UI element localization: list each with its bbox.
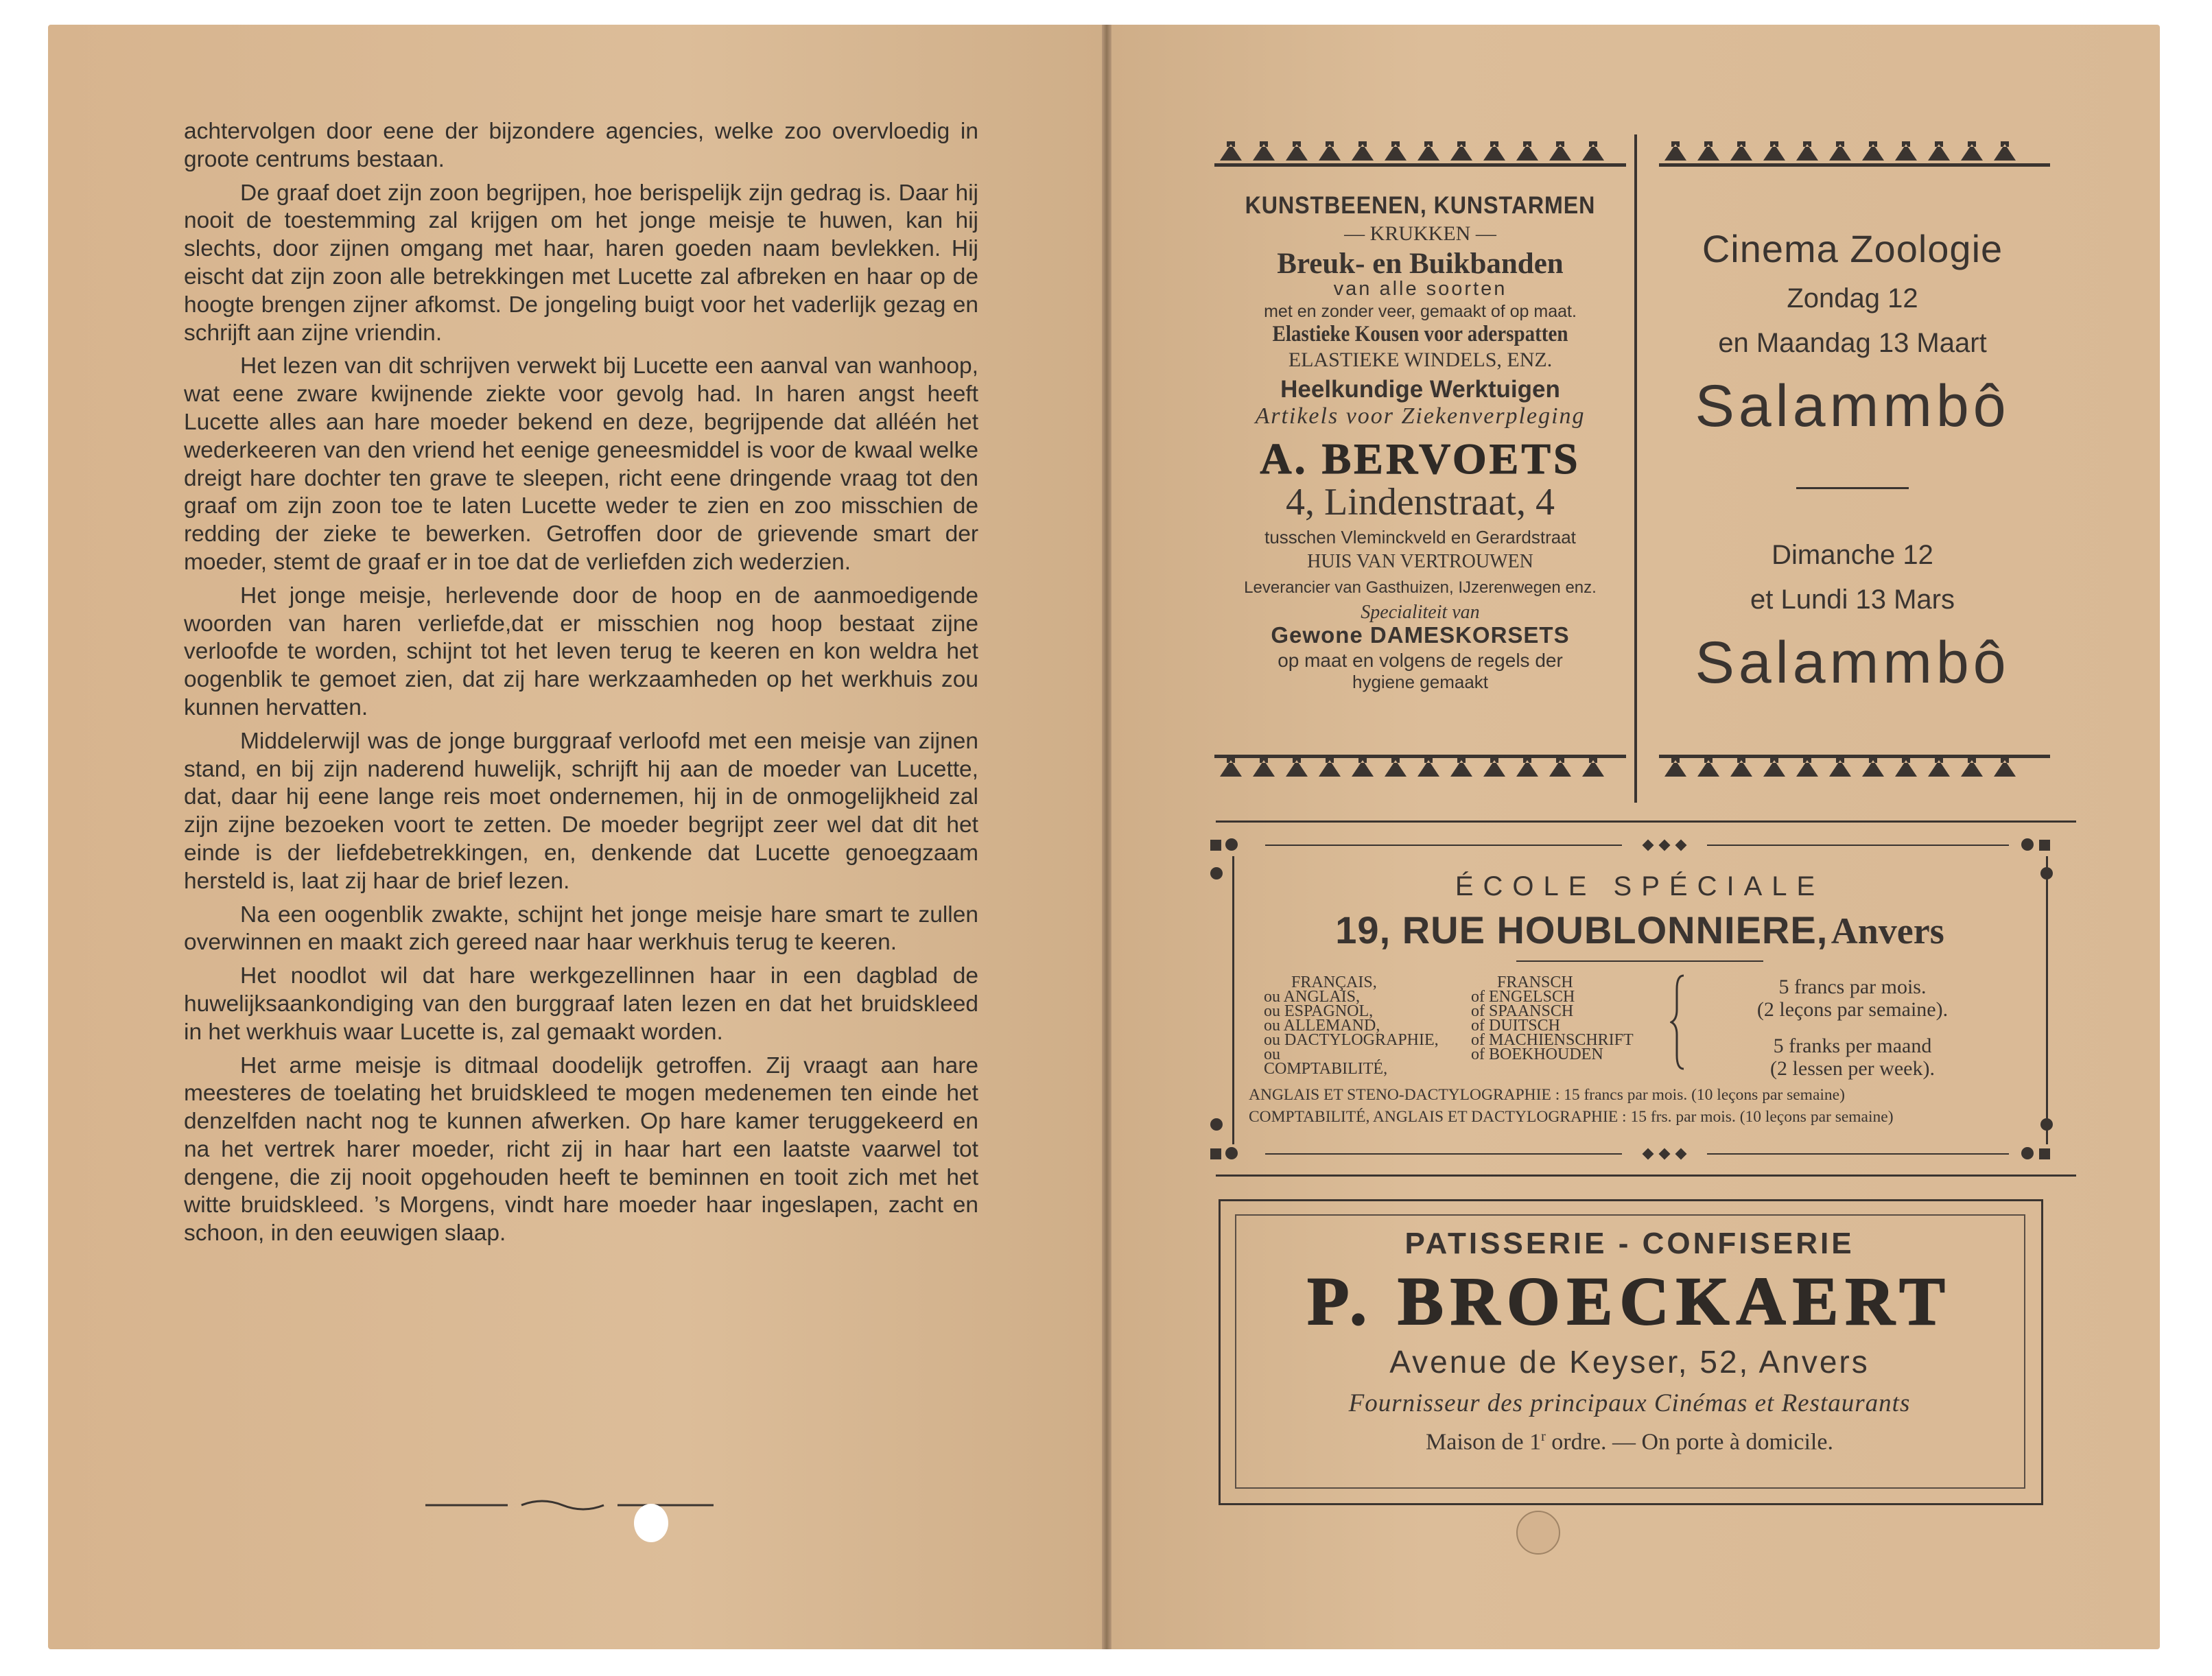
frieze-motif xyxy=(1697,757,1719,777)
ecole-address: 19, RUE HOUBLONNIERE, xyxy=(1335,908,1828,952)
subject-fr: ou DACTYLOGRAPHIE, xyxy=(1264,1031,1439,1049)
ad-line: — KRUKKEN — xyxy=(1344,222,1496,245)
frieze-motif xyxy=(1450,757,1472,777)
price-nl-detail: (2 lessen per week). xyxy=(1770,1057,1935,1080)
column-divider xyxy=(1634,134,1637,803)
paragraph: Het noodlot wil dat hare werkgezellinnen haar in een dagblad de huwelijksaankondiging van den burggraaf laten lezen en dat het bruidskleed in het werkhuis waar Lucette is, zal gemaakt worden. xyxy=(184,963,978,1045)
frieze-motif xyxy=(1928,141,1950,161)
ad-line: Breuk- en Buikbanden xyxy=(1277,248,1564,280)
cinema-date-fr-2: et Lundi 13 Mars xyxy=(1750,585,1955,615)
ecole-frame-left xyxy=(1232,856,1234,1144)
ecole-rule xyxy=(1265,1153,1622,1155)
subject-nl: of SPAANSCH xyxy=(1471,1002,1574,1020)
paragraph: Het lezen van dit schrijven verwekt bij Lucette een aanval van wanhoop, wat eene zware kwijnende ziekte voor gevolg had. In haren angst heeft Lucette alles aan hare moeder bekend en deze, begrijpende dat alléén het wederkeeren van den vriend het eenige geneesmiddel is voor de kwaal welke dreigt hare dochter ten grave te sleepen, richt eene dringende vraag tot den graaf om zijn zoon toe te laten Lucette weder te zien en zoo misschien de redding der zieke te bewerken. Getroffen door de grievende smart der moeder, stemt de graaf er in toe dat de verliefden zich wederzien. xyxy=(184,353,978,575)
corner-square xyxy=(1210,840,1221,851)
frieze-motif xyxy=(1862,141,1884,161)
paragraph: Middelerwijl was de jonge burggraaf verloofd met een meisje van zijnen stand, en bij zijn naderend huwelijk, schrijft hij aan de moeder van Lucette, dat, daar hij eene lange reis moet ondernemen, hij in de onmogelijkheid zal zijn zijne bezoeken voort te zetten. De moeder begrijpt zeer wel dat dit het einde is der liefdebetrekkingen, en, denkende dat Lucette genoegzaam hersteld is, laat zij haar de brief lezen. xyxy=(184,728,978,894)
ad-line: HUIS VAN VERTROUWEN xyxy=(1307,551,1533,572)
frieze-motif xyxy=(1483,141,1505,161)
frieze-motif xyxy=(1352,757,1374,777)
ecole-extra-line: COMPTABILITÉ, ANGLAIS ET DACTYLOGRAPHIE : 15 frs. par mois. (10 leçons par semaine) xyxy=(1249,1108,1894,1126)
subject-fr: ou COMPTABILITÉ, xyxy=(1264,1046,1388,1078)
frieze-motif xyxy=(1417,757,1439,777)
frieze-motif xyxy=(1730,141,1752,161)
ad-line: ELASTIEKE WINDELS, ENZ. xyxy=(1288,349,1553,371)
frieze-motif xyxy=(1928,757,1950,777)
frieze-motif xyxy=(1895,757,1917,777)
cinema-film-nl: Salammbô xyxy=(1695,373,2010,439)
paragraph: Het jonge meisje, herlevende door de hoop en de aanmoedigende woorden van haren verliefde,dat er misschien nog hoop bestaat zijne verloofde te worden, schijnt tot het leven terug te keeren en kon weldra het oogenblik te gemoet zien, dat zij hare werkzaamheden op het werkhuis zou kunnen hervatten. xyxy=(184,582,978,720)
ecole-bottom-border xyxy=(1216,1175,2076,1177)
ecole-ad xyxy=(1242,871,2038,962)
ecole-frame-right xyxy=(2046,856,2048,1144)
broeckaert-name: P. BROECKAERT xyxy=(1307,1263,1952,1339)
frieze-motif xyxy=(1961,141,1983,161)
ecole-address-line xyxy=(1242,908,2038,952)
frieze-motif xyxy=(1582,141,1604,161)
frieze-motif xyxy=(1763,141,1785,161)
paragraph: Na een oogenblik zwakte, schijnt het jonge meisje hare smart te zullen overwinnen en maakt zich gereed naar haar werkhuis terug te keeren. xyxy=(184,901,978,956)
ad-line: op maat en volgens de regels der xyxy=(1278,650,1563,671)
bervoets-address: 4, Lindenstraat, 4 xyxy=(1286,481,1555,523)
frieze-motif xyxy=(1385,757,1407,777)
broeckaert-tagline: Fournisseur des principaux Cinémas et Restaurants xyxy=(1348,1389,1911,1417)
footer-text: Maison de 1 xyxy=(1426,1429,1542,1455)
ecole-prices xyxy=(1715,976,1990,1080)
punch-hole xyxy=(634,1504,668,1542)
frieze-motif xyxy=(1862,757,1884,777)
corner-square xyxy=(2039,840,2050,851)
frieze-motif xyxy=(1994,757,2016,777)
ecole-rule xyxy=(1265,845,1622,846)
ecole-rule xyxy=(1707,1153,2009,1155)
corner-dot xyxy=(1225,1147,1238,1159)
corner-dot xyxy=(2021,1147,2034,1159)
frame-dot xyxy=(2040,1118,2053,1131)
ad-line: Elastieke Kousen voor aderspatten xyxy=(1272,322,1568,346)
frieze-motif xyxy=(1220,757,1242,777)
frieze-motif xyxy=(1385,141,1407,161)
broeckaert-ad xyxy=(1249,1227,2010,1455)
ad-heading: KUNSTBEENEN, KUNSTARMEN xyxy=(1245,192,1596,219)
cinema-separator xyxy=(1796,487,1909,489)
broeckaert-footer xyxy=(1249,1429,2010,1455)
frieze-motif xyxy=(1286,757,1308,777)
subject-nl: of MACHIENSCHRIFT xyxy=(1471,1031,1634,1049)
ornamental-frieze xyxy=(1659,753,2050,785)
ad-line: hygiene gemaakt xyxy=(1352,672,1489,692)
price-fr-detail: (2 leçons par semaine). xyxy=(1756,998,1949,1021)
binding-gutter xyxy=(1102,25,1111,1649)
frieze-motif xyxy=(1352,141,1374,161)
frieze-motif xyxy=(1994,141,2016,161)
frieze-motif xyxy=(1549,757,1571,777)
frieze-motif xyxy=(1697,141,1719,161)
subject-nl: FRANSCH xyxy=(1497,973,1573,991)
subject-fr: FRANÇAIS, xyxy=(1291,973,1377,991)
cinema-date-fr: Dimanche 12 xyxy=(1772,540,1933,570)
subject-fr: ou ESPAGNOL, xyxy=(1264,1002,1374,1020)
frieze-motif xyxy=(1549,141,1571,161)
ecole-extra xyxy=(1249,1084,2038,1128)
ad-line: Specialiteit van xyxy=(1361,602,1480,623)
price-fr: 5 francs par mois. xyxy=(1778,976,1927,998)
frieze-motif xyxy=(1763,757,1785,777)
ecole-subjects-nl xyxy=(1471,973,1649,1063)
ad-line: van alle soorten xyxy=(1333,278,1507,300)
subject-fr: ou ANGLAIS, xyxy=(1264,988,1361,1006)
subject-nl: of ENGELSCH xyxy=(1471,988,1575,1006)
frieze-motif xyxy=(1516,757,1538,777)
frieze-motif xyxy=(1961,757,1983,777)
corner-dot xyxy=(2021,838,2034,851)
ornamental-frieze xyxy=(1659,137,2050,169)
ecole-subjects-fr xyxy=(1264,973,1439,1078)
frieze-motif xyxy=(1664,141,1686,161)
frieze-motif xyxy=(1796,757,1818,777)
brace-ornament xyxy=(1670,974,1691,1070)
ecole-rule xyxy=(1707,845,2009,846)
frieze-motif xyxy=(1895,141,1917,161)
frieze-motif xyxy=(1796,141,1818,161)
paragraph: Het arme meisje is ditmaal doodelijk getroffen. Zij vraagt aan hare meesteres de toelating het bruidskleed te mogen medenemen ten einde het denzelfden nacht nog te kunnen afwerken. Op hare kamer teruggekeerd en na het vertrek harer moeder, richt zij in haar hart een laatste vaarwel tot dengene, die zij nooit opgehouden heeft te beminnen en tooit zich met het witte bruidskleed. ’s Morgens, vindt hare moeder haar ingeslapen, zacht en schoon, in den eeuwigen slaap. xyxy=(184,1052,978,1247)
frieze-motif xyxy=(1286,141,1308,161)
cinema-film-fr: Salammbô xyxy=(1695,630,2010,696)
ad-line: tusschen Vleminckveld en Gerardstraat xyxy=(1264,527,1576,547)
frieze-motif xyxy=(1829,141,1851,161)
paragraph: achtervolgen door eene der bijzondere agencies, welke zoo overvloedig in groote centrums bestaan. xyxy=(184,119,978,172)
cinema-date-nl: Zondag 12 xyxy=(1787,283,1918,314)
footer-text: ordre. — On porte à domicile. xyxy=(1545,1429,1833,1455)
frame-dot xyxy=(2040,867,2053,880)
frieze-motif xyxy=(1253,141,1275,161)
frieze-motif xyxy=(1319,141,1341,161)
footer-superscript: r xyxy=(1541,1429,1546,1444)
subject-fr: ou ALLEMAND, xyxy=(1264,1017,1380,1035)
ecole-underline xyxy=(1516,960,1763,962)
frieze-motif xyxy=(1516,141,1538,161)
ornamental-frieze xyxy=(1214,753,1626,785)
ecole-top-border xyxy=(1216,821,2076,823)
frieze-motif xyxy=(1730,757,1752,777)
corner-square xyxy=(1210,1148,1221,1159)
end-ornament xyxy=(425,1498,714,1512)
subject-nl: of DUITSCH xyxy=(1471,1017,1560,1035)
broeckaert-address: Avenue de Keyser, 52, Anvers xyxy=(1389,1344,1870,1380)
bottom-ornament xyxy=(1516,1511,1560,1555)
bervoets-ad xyxy=(1194,192,1647,693)
frieze-motif xyxy=(1582,757,1604,777)
cinema-ad xyxy=(1647,226,2058,697)
cinema-title: Cinema Zoologie xyxy=(1702,227,2003,270)
paragraph: De graaf doet zijn zoon begrijpen, hoe berispelijk zijn gedrag is. Daar hij nooit de toestemming zal krijgen om het jonge meisje te huwen, kan hij slechts, door zijnen omgang met haar, haren goeden naam bevlekken. Hij eischt dat zijn zoon alle betrekkingen met Lucette zal afbreken en haar op de hoogte brengen zijner afkomst. De jongeling buigt voor het vaderlijk gezag en schrijft aan zijne vriendin. xyxy=(184,180,978,346)
frieze-motif xyxy=(1483,757,1505,777)
frame-dot xyxy=(1210,867,1223,880)
price-nl: 5 franks per maand xyxy=(1773,1035,1932,1057)
frieze-motif xyxy=(1417,141,1439,161)
ad-line: Artikels voor Ziekenverpleging xyxy=(1255,403,1586,429)
ad-line: Gewone DAMESKORSETS xyxy=(1271,622,1570,648)
story-text-column xyxy=(184,118,978,1253)
frieze-motif xyxy=(1450,141,1472,161)
cinema-date-nl-2: en Maandag 13 Maart xyxy=(1718,328,1987,358)
frieze-motif xyxy=(1253,757,1275,777)
ad-line: Leverancier van Gasthuizen, IJzerenwegen enz. xyxy=(1244,578,1597,597)
ecole-city: Anvers xyxy=(1831,910,1944,952)
corner-square xyxy=(2039,1148,2050,1159)
ecole-extra-line: ANGLAIS ET STENO-DACTYLOGRAPHIE : 15 francs par mois. (10 leçons par semaine) xyxy=(1249,1086,1845,1104)
frieze-motif xyxy=(1319,757,1341,777)
broeckaert-heading: PATISSERIE - CONFISERIE xyxy=(1404,1227,1855,1260)
ecole-title: ÉCOLE SPÉCIALE xyxy=(1455,871,1825,901)
corner-dot xyxy=(1225,838,1238,851)
ad-line: Heelkundige Werktuigen xyxy=(1280,376,1560,403)
frieze-motif xyxy=(1829,757,1851,777)
bervoets-name: A. BERVOETS xyxy=(1260,434,1581,483)
frieze-motif xyxy=(1664,757,1686,777)
ornamental-frieze xyxy=(1214,137,1626,169)
frieze-motif xyxy=(1220,141,1242,161)
frame-dot xyxy=(1210,1118,1223,1131)
subject-nl: of BOEKHOUDEN xyxy=(1471,1046,1603,1063)
ad-line: met en zonder veer, gemaakt of op maat. xyxy=(1264,302,1577,321)
